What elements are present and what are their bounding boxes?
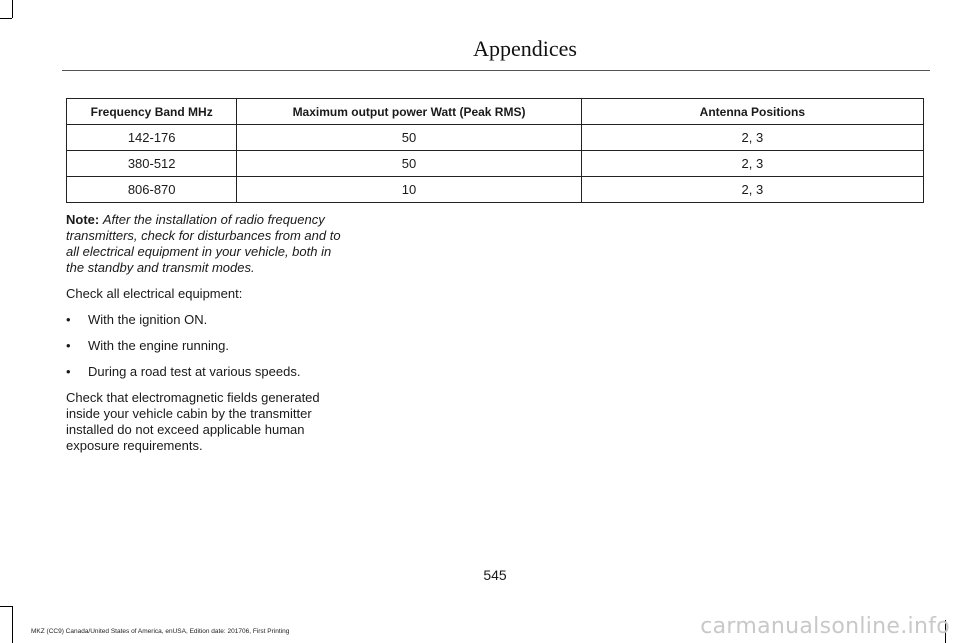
table-cell: 2, 3 — [581, 177, 923, 203]
check-list — [66, 312, 346, 380]
note-text: After the installation of radio frequency transmitters, check for disturbances from and to all electrical equipment in your vehicle, both in the standby and transmit modes. — [66, 212, 341, 275]
bullet-icon: • — [66, 364, 71, 379]
page-title: Appendices — [473, 36, 577, 61]
list-item-text: With the engine running. — [88, 338, 229, 353]
table-cell: 2, 3 — [581, 125, 923, 151]
header-divider — [62, 70, 930, 71]
table-cell: 50 — [237, 125, 581, 151]
watermark: carmanualsonline.info — [700, 614, 950, 639]
table-cell: 142-176 — [67, 125, 237, 151]
frequency-table — [66, 98, 924, 203]
closing-paragraph: Check that electromagnetic fields generated inside your vehicle cabin by the transmitter installed do not exceed applicable human exposure requirements. — [66, 390, 320, 453]
column-header: Maximum output power Watt (Peak RMS) — [237, 99, 581, 125]
note-paragraph — [66, 212, 346, 276]
page-number: 545 — [483, 567, 507, 583]
list-item — [66, 312, 346, 328]
table-row — [67, 177, 924, 203]
list-item-text: With the ignition ON. — [88, 312, 208, 327]
list-item — [66, 338, 346, 354]
list-item-text: During a road test at various speeds. — [88, 364, 301, 379]
bullet-icon: • — [66, 338, 71, 353]
crop-mark-top-left-horizontal — [0, 18, 12, 19]
table-cell: 2, 3 — [581, 151, 923, 177]
crop-mark-bottom-left-vertical — [12, 606, 13, 643]
column-header: Frequency Band MHz — [67, 99, 237, 125]
table-header-row — [67, 99, 924, 125]
table-cell: 806-870 — [67, 177, 237, 203]
table-cell: 380-512 — [67, 151, 237, 177]
list-item — [66, 364, 346, 380]
table-cell: 10 — [237, 177, 581, 203]
table-row — [67, 125, 924, 151]
body-text-column — [66, 212, 346, 464]
check-intro: Check all electrical equipment: — [66, 286, 243, 301]
table-cell: 50 — [237, 151, 581, 177]
column-header: Antenna Positions — [581, 99, 923, 125]
footer-edition-info: MKZ (CC9) Canada/United States of America, enUSA, Edition date: 201706, First Printing — [31, 628, 290, 635]
bullet-icon: • — [66, 312, 71, 327]
crop-mark-bottom-left-horizontal — [0, 606, 12, 607]
table-row — [67, 151, 924, 177]
crop-mark-top-left-vertical — [12, 0, 13, 18]
note-label: Note: — [66, 212, 100, 227]
